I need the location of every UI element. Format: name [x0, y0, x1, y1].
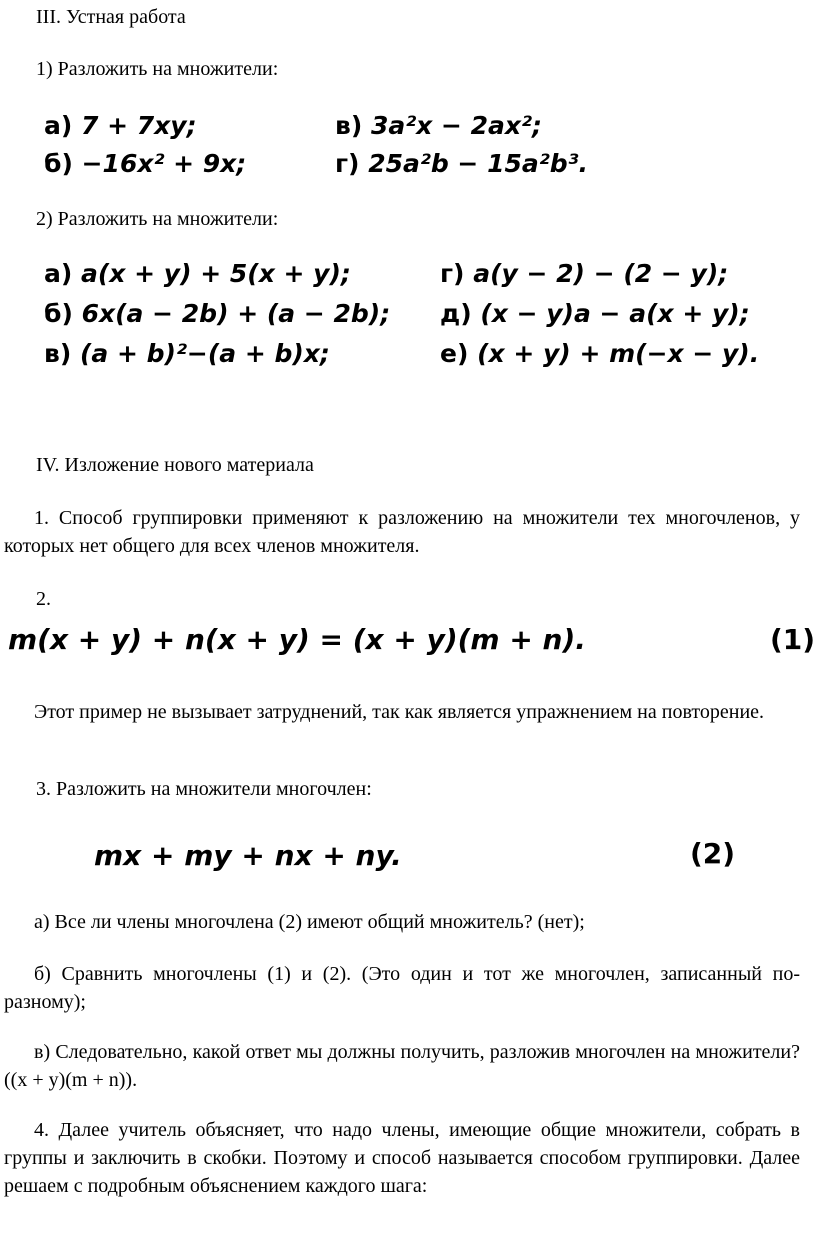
item-label: е)	[440, 339, 469, 368]
task2-item-d	[440, 298, 750, 330]
question-b	[4, 960, 800, 1016]
task2-title: 2) Разложить на множители:	[36, 208, 279, 230]
question-a	[4, 908, 800, 936]
task1-title: 1) Разложить на множители:	[36, 58, 279, 80]
task2-item-v	[44, 338, 330, 370]
paragraph-text: б) Сравнить многочлены (1) и (2). (Это один и тот же многочлен, записанный по-разному);	[4, 963, 800, 1013]
formula-2-number: (2)	[690, 837, 736, 870]
math-expression: (a + b)²−(a + b)x;	[79, 339, 330, 368]
math-expression: (x − y)a − a(x + y);	[480, 299, 750, 328]
task2-item-e	[440, 338, 759, 370]
task2-item-g	[440, 258, 728, 290]
item-label: г)	[335, 149, 360, 178]
math-expression: a(x + y) + 5(x + y);	[81, 259, 351, 288]
math-expression: 7 + 7xy;	[81, 111, 197, 140]
paragraph-text: 4. Далее учитель объясняет, что надо члены, имеющие общие множители, собрать в группы и заключить в скобки. Поэтому и способ называется способом группировки. Далее решаем с подробным объяснением каждого шага:	[4, 1119, 800, 1197]
item-label: б)	[44, 299, 73, 328]
paragraph-text: Этот пример не вызывает затруднений, так как является упражнением на повторение.	[34, 701, 765, 723]
item-label: г)	[440, 259, 465, 288]
item-label: в)	[44, 339, 72, 368]
math-expression: 6x(a − 2b) + (a − 2b);	[81, 299, 391, 328]
item-label: д)	[440, 299, 472, 328]
task1-item-v	[335, 110, 542, 142]
item-label: а)	[44, 111, 73, 140]
question-c	[4, 1038, 800, 1094]
paragraph-1	[4, 504, 800, 560]
math-expression: a(y − 2) − (2 − y);	[473, 259, 729, 288]
item-label: б)	[44, 149, 73, 178]
formula-1-number: (1)	[770, 623, 816, 656]
paragraph-text: в) Следовательно, какой ответ мы должны получить, разложив многочлен на множители? ((x + y)(m + n)).	[4, 1041, 800, 1091]
task1-item-a	[44, 110, 197, 142]
paragraph-3	[4, 698, 800, 726]
math-expression: m(x + y) + n(x + y) = (x + y)(m + n).	[8, 623, 586, 656]
math-expression: −16x² + 9x;	[81, 149, 247, 178]
item-label: в)	[335, 111, 363, 140]
paragraph-text: а) Все ли члены многочлена (2) имеют общий множитель? (нет);	[34, 911, 585, 933]
paragraph-5	[4, 1116, 800, 1200]
math-expression: mx + my + nx + ny.	[94, 839, 402, 872]
item-label: а)	[44, 259, 73, 288]
section-heading-new-material: IV. Изложение нового материала	[36, 454, 314, 476]
paragraph-4: 3. Разложить на множители многочлен:	[36, 778, 372, 800]
paragraph-text: 1. Способ группировки применяют к разложению на множители тех многочленов, у которых нет общего для всех членов множителя.	[4, 507, 800, 557]
task1-item-g	[335, 148, 588, 180]
task2-item-b	[44, 298, 390, 330]
section-heading-oral-work: III. Устная работа	[36, 6, 186, 28]
formula-1	[8, 624, 586, 656]
formula-2	[94, 840, 402, 872]
math-expression: 3a²x − 2ax²;	[370, 111, 543, 140]
math-expression: 25a²b − 15a²b³.	[368, 149, 589, 178]
paragraph-2-number: 2.	[36, 588, 51, 610]
math-expression: (x + y) + m(−x − y).	[477, 339, 760, 368]
task2-item-a	[44, 258, 351, 290]
task1-item-b	[44, 148, 246, 180]
